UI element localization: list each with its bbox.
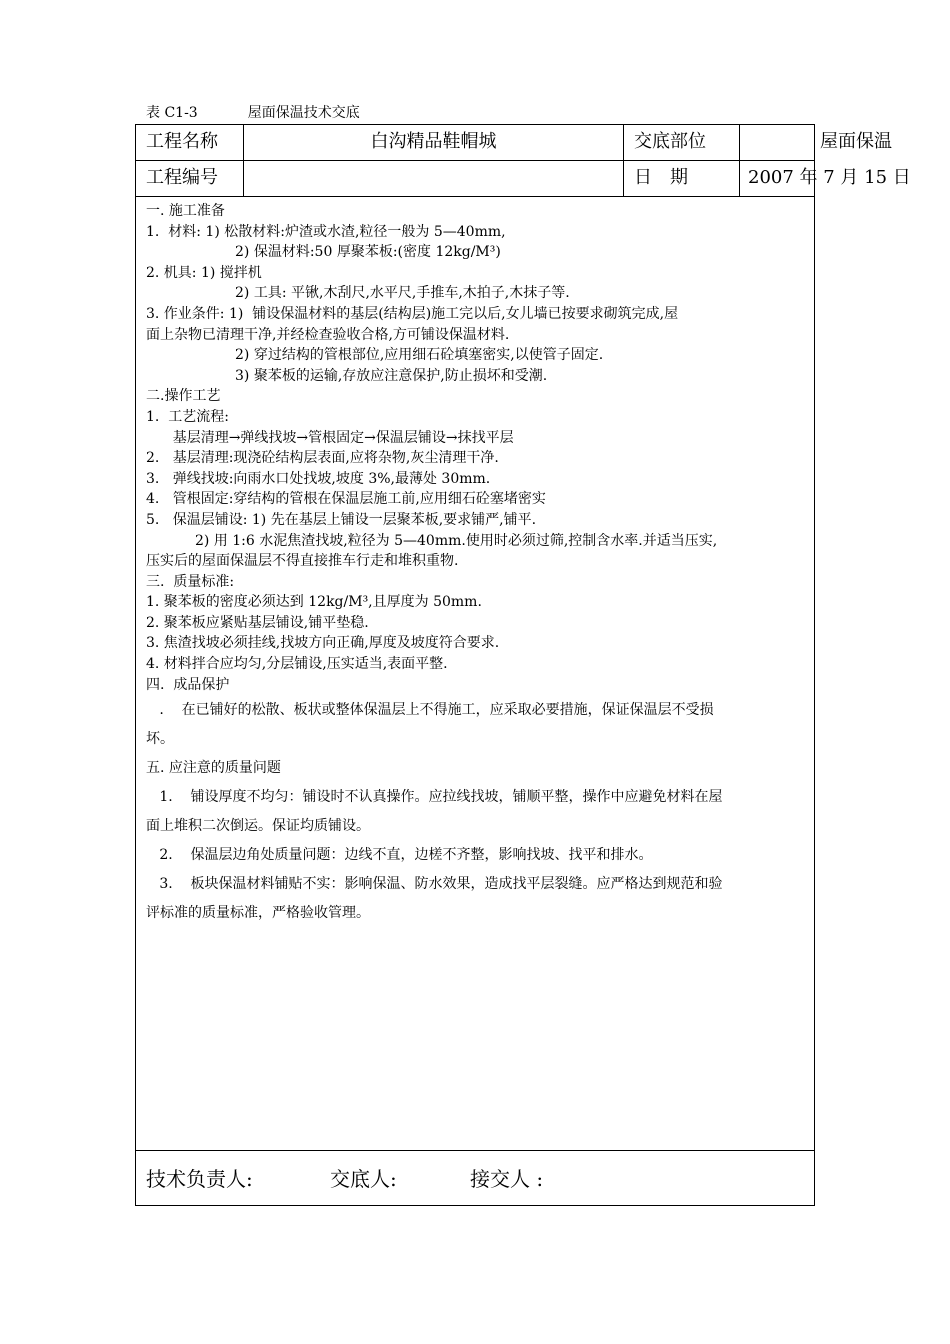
content-line: . 在已铺好的松散、板状或整体保温层上不得施工，应采取必要措施，保证保温层不受损 <box>146 702 714 719</box>
content-line: 面上杂物已清理干净,并经检查验收合格,方可铺设保温材料. <box>146 326 510 343</box>
content-line: 2. 保温层边角处质量问题：边线不直，边槎不齐整，影响找坡、找平和排水。 <box>146 847 653 864</box>
content-line: 3. 焦渣找坡必须挂线,找坡方向正确,厚度及坡度符合要求. <box>146 635 500 652</box>
content-line: 3. 作业条件: 1) 铺设保温材料的基层(结构层)施工完以后,女儿墙已按要求砌筑完成,屋 <box>146 305 679 322</box>
project-no-value <box>244 161 624 196</box>
date-label: 日 期 <box>624 161 740 196</box>
tech-lead-label: 技术负责人: <box>146 1167 253 1191</box>
content-line: 5. 保温层铺设: 1) 先在基层上铺设一层聚苯板,要求铺严,铺平. <box>146 511 537 528</box>
content-line: 一. 施工准备 <box>146 203 225 219</box>
part-label: 交底部位 <box>624 125 740 160</box>
project-name-value: 白沟精品鞋帽城 <box>244 125 624 160</box>
content-line: 3. 弹线找坡:向雨水口处找坡,坡度 3%,最薄处 30mm. <box>146 470 491 487</box>
content-line: 坏。 <box>146 731 174 748</box>
header-row-2 <box>136 161 911 197</box>
content-line: 二.操作工艺 <box>146 388 221 405</box>
content-line: 4. 材料拌合应均匀,分层铺设,压实适当,表面平整. <box>146 656 448 673</box>
date-value: 2007 年 7 月 15 日 <box>748 167 911 188</box>
content-line: 4. 管根固定:穿结构的管根在保温层施工前,应用细石砼塞堵密实 <box>146 491 546 508</box>
content-line: 1. 材料: 1) 松散材料:炉渣或水渣,粒径一般为 5—40mm, <box>146 223 506 240</box>
project-no-label: 工程编号 <box>136 161 244 196</box>
form-caption <box>146 102 360 122</box>
disclosure-content <box>136 197 814 1151</box>
content-line: 1. 铺设厚度不均匀：铺设时不认真操作。应拉线找坡，铺顺平整，操作中应避免材料在屋 <box>146 789 723 806</box>
content-line: 2) 穿过结构的管根部位,应用细石砼填塞密实,以使管子固定. <box>146 347 604 364</box>
content-line: 压实后的屋面保温层不得直接推车行走和堆积重物. <box>146 553 459 570</box>
project-name-label: 工程名称 <box>136 125 244 160</box>
content-line: 面上堆积二次倒运。保证均质铺设。 <box>146 818 370 835</box>
receiver-label: 接交人 : <box>470 1167 544 1191</box>
content-line: 1. 工艺流程: <box>146 408 229 425</box>
part-value: 屋面保温 <box>820 131 892 152</box>
content-line: 3. 板块保温材料铺贴不实：影响保温、防水效果，造成找平层裂缝。应严格达到规范和验 <box>146 876 723 893</box>
content-line: 五. 应注意的质量问题 <box>146 760 281 777</box>
content-line: 四. 成品保护 <box>146 676 230 693</box>
form-code: 表 C1-3 <box>146 105 198 121</box>
content-line: 3) 聚苯板的运输,存放应注意保护,防止损坏和受潮. <box>146 367 548 384</box>
discloser-label: 交底人: <box>330 1167 397 1191</box>
content-line: 2) 工具: 平锹,木刮尺,水平尺,手推车,木拍子,木抹子等. <box>146 285 570 302</box>
header-row-1 <box>136 125 892 161</box>
content-line: 2. 基层清理:现浇砼结构层表面,应将杂物,灰尘清理干净. <box>146 450 499 467</box>
content-line: 2. 机具: 1) 搅拌机 <box>146 264 262 281</box>
content-line: 三. 质量标准: <box>146 573 235 590</box>
content-line: 2) 用 1:6 水泥焦渣找坡,粒径为 5—40mm.使用时必须过筛,控制含水率.并适当压实, <box>146 532 718 549</box>
content-line: 2) 保温材料:50 厚聚苯板:(密度 12kg/M³) <box>146 244 501 261</box>
signature-row <box>136 1151 814 1207</box>
content-line: 评标准的质量标准，严格验收管理。 <box>146 905 370 922</box>
disclosure-form <box>135 124 911 1206</box>
content-line: 2. 聚苯板应紧贴基层铺设,铺平垫稳. <box>146 614 369 631</box>
content-line: 基层清理→弹线找坡→管根固定→保温层铺设→抹找平层 <box>146 429 514 446</box>
content-line: 1. 聚苯板的密度必须达到 12kg/M³,且厚度为 50mm. <box>146 594 482 611</box>
form-title: 屋面保温技术交底 <box>247 105 360 121</box>
